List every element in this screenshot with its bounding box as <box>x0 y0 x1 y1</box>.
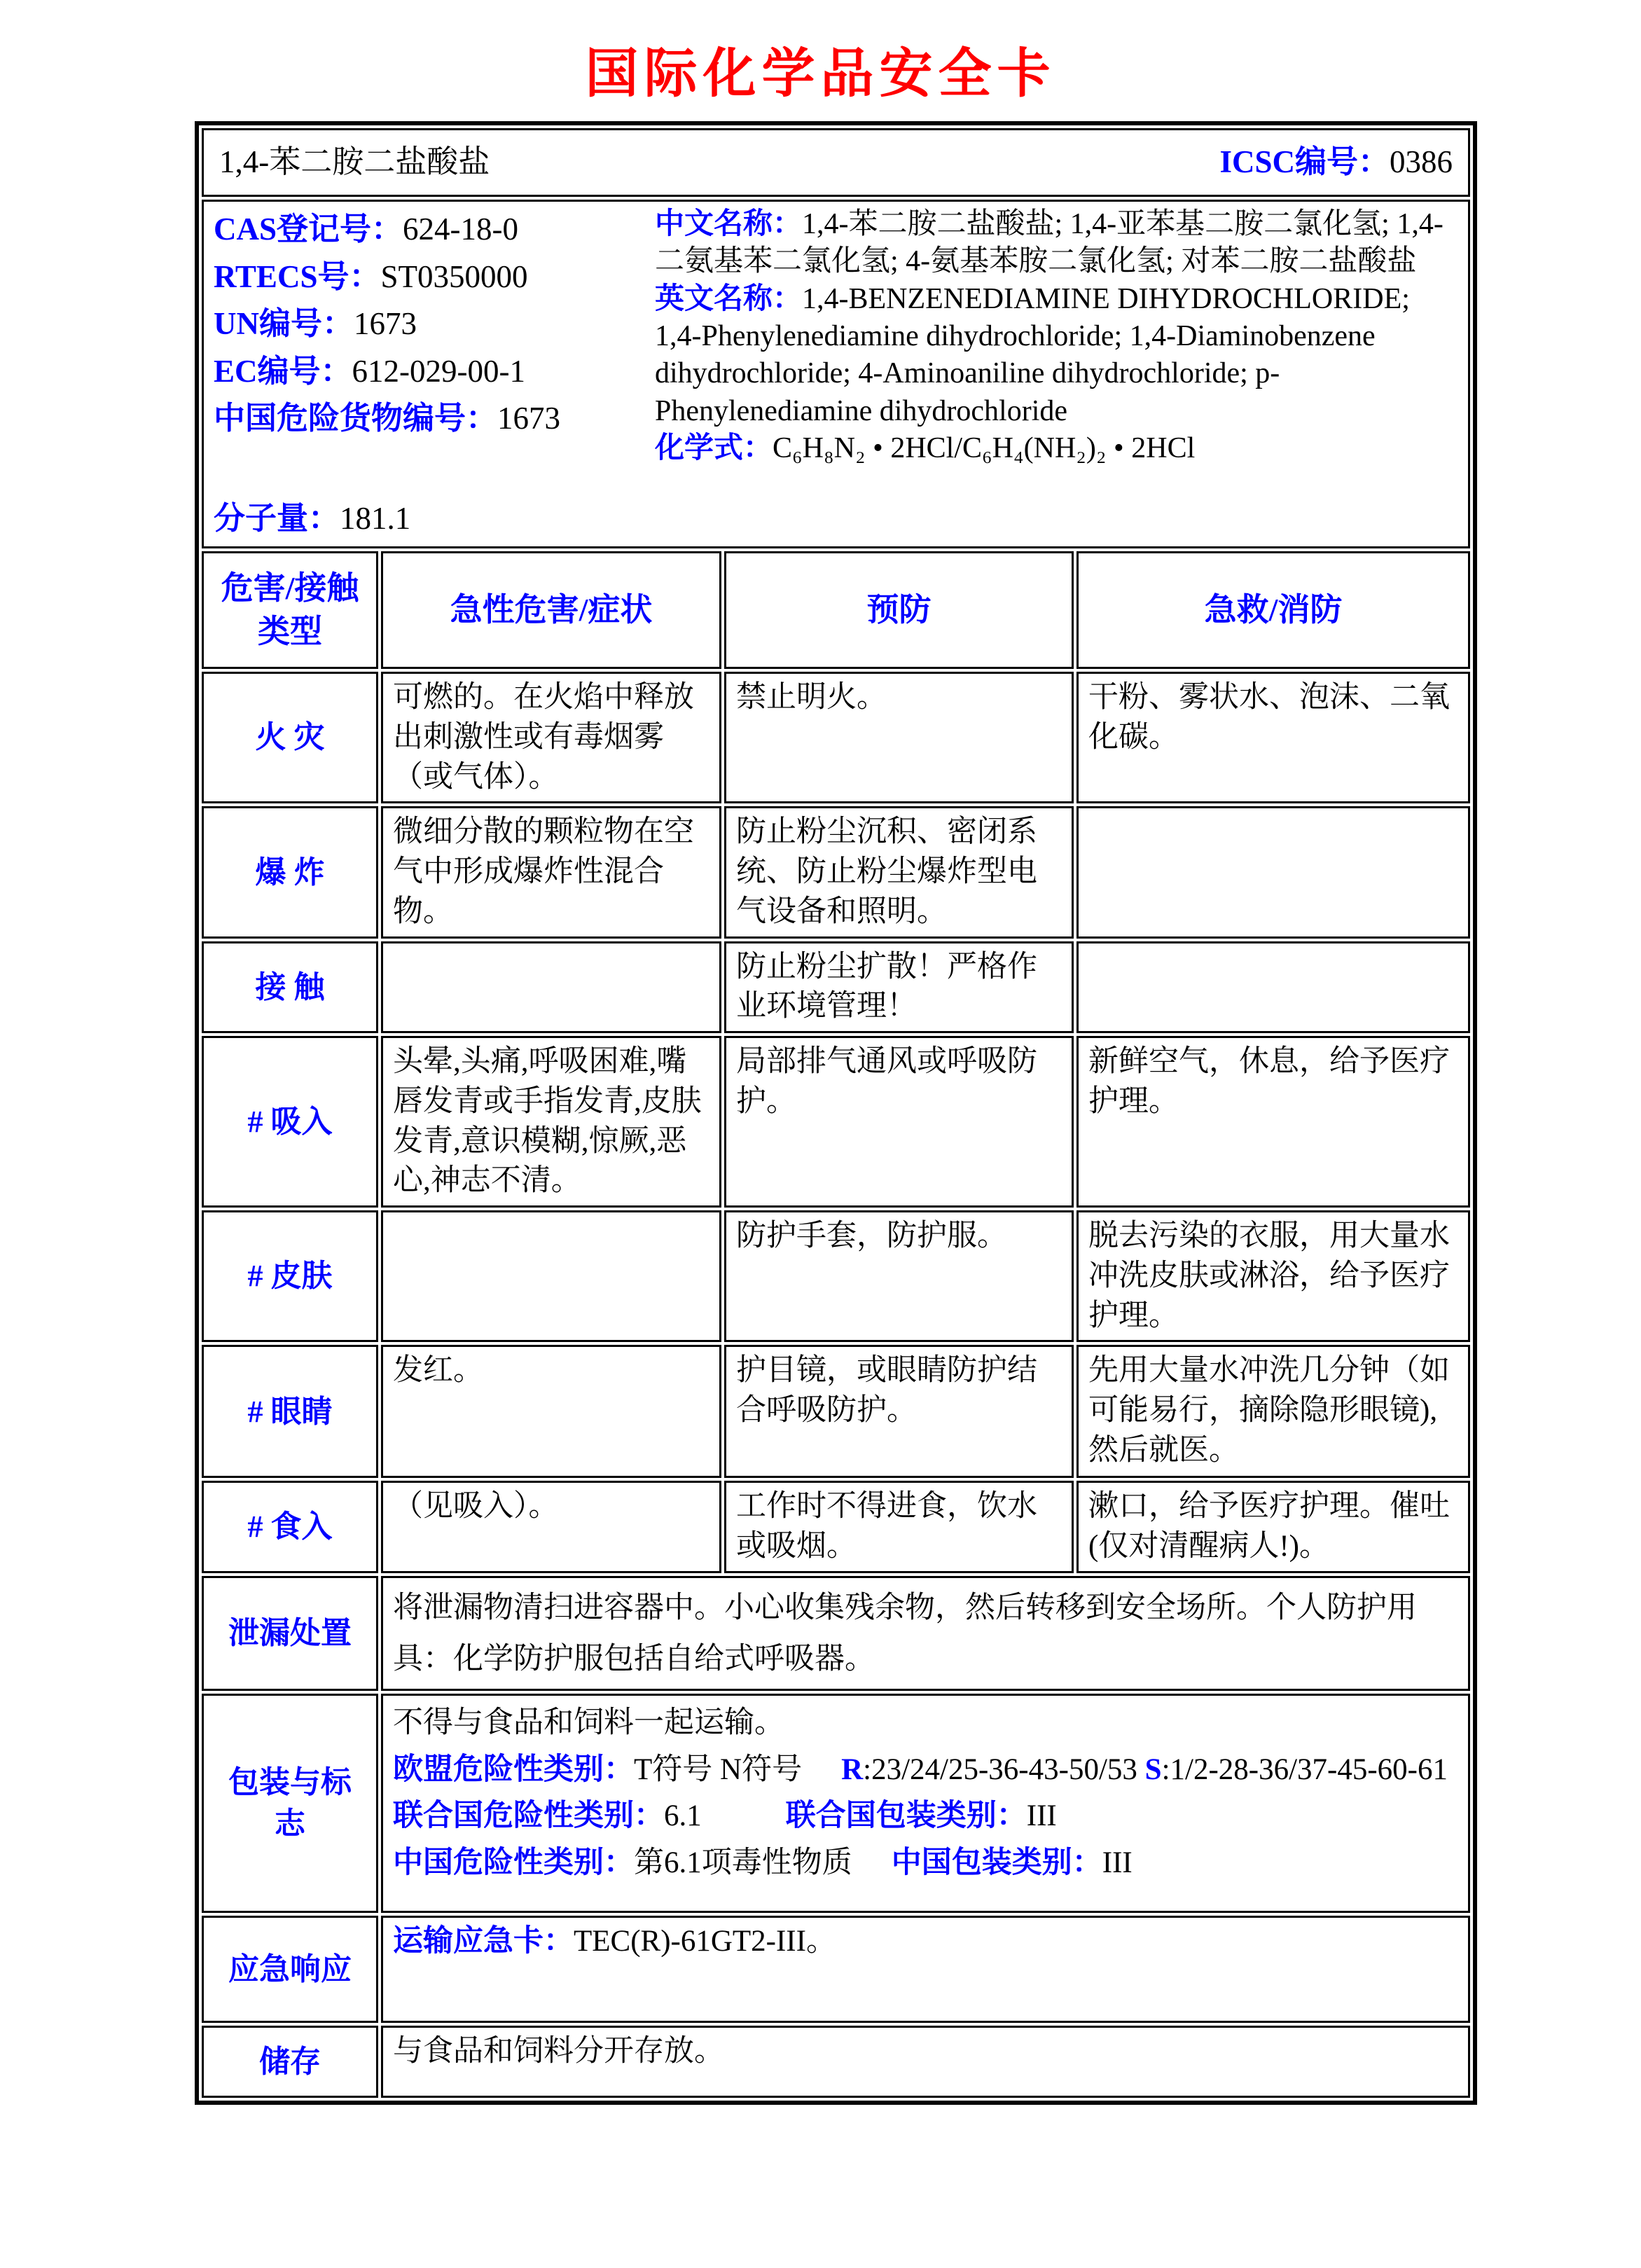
ingestion-label: # 食入 <box>202 1481 378 1573</box>
header-first-aid: 急救/消防 <box>1076 551 1470 669</box>
emergency-label: 应急响应 <box>202 1916 378 2023</box>
transport-note-line: 不得与食品和饲料一起运输。 <box>393 1706 784 1739</box>
terc-value: TEC(R)-61GT2-III。 <box>574 1924 836 1958</box>
spill-label: 泄漏处置 <box>202 1576 378 1691</box>
storage-label: 储存 <box>202 2026 378 2098</box>
cn-dg-label: 中国危险货物编号： <box>214 401 498 436</box>
icsc-number-group <box>1220 141 1453 183</box>
skin-symptoms-cell <box>381 1210 721 1342</box>
cn-pack-group-label: 中国包装类别： <box>891 1846 1102 1879</box>
row-exposure <box>202 941 1470 1034</box>
row-explosion <box>202 806 1470 938</box>
inhalation-response-cell: 新鲜空气，休息，给予医疗护理。 <box>1076 1036 1470 1208</box>
r-phrases-value: :23/24/25-36-43-50/53 <box>863 1752 1137 1786</box>
mw-value: 181.1 <box>340 500 411 536</box>
ec-label: EC编号： <box>214 353 352 389</box>
cn-hazard-class-value: 第6.1项毒性物质 <box>634 1846 852 1879</box>
ec-number-line <box>214 348 655 396</box>
exposure-prevention-cell: 防止粉尘扩散！严格作业环境管理！ <box>724 941 1074 1034</box>
un-class-line <box>393 1793 1458 1840</box>
eu-hazard-label: 欧盟危险性类别： <box>393 1752 634 1786</box>
exposure-label: 接 触 <box>202 941 378 1034</box>
icsc-document-page <box>0 31 1641 2268</box>
row-skin <box>202 1210 1470 1342</box>
inhalation-label: # 吸入 <box>202 1036 378 1208</box>
row-fire <box>202 672 1470 803</box>
substance-header-row <box>202 128 1470 197</box>
eyes-response-cell: 先用大量水冲洗几分钟（如可能易行，摘除隐形眼镜),然后就医。 <box>1076 1345 1470 1478</box>
un-number-line <box>214 300 655 348</box>
chinese-name-value: 1,4-苯二胺二盐酸盐; 1,4-亚苯基二胺二氯化氢; 1,4-二氨基苯二氯化氢; 4-氨基苯胺二氯化氢; 对苯二胺二盐酸盐 <box>655 208 1443 278</box>
s-phrases-value: :1/2-28-36/37-45-60-61 <box>1161 1752 1448 1786</box>
exposure-symptoms-cell <box>381 941 721 1034</box>
chinese-name-line <box>655 206 1458 281</box>
english-name-line <box>655 281 1458 430</box>
formula-value: C₆H₈N₂ • 2HCl/C₆H₄(NH₂)₂ • 2HCl <box>773 431 1196 464</box>
skin-label: # 皮肤 <box>202 1210 378 1342</box>
cn-hazard-class-label: 中国危险性类别： <box>393 1846 634 1879</box>
spill-text: 将泄漏物清扫进容器中。小心收集残余物，然后转移到安全场所。个人防护用具：化学防护服包括自给式呼吸器。 <box>393 1591 1417 1675</box>
cn-class-line <box>393 1840 1458 1887</box>
un-pack-group-value: III <box>1026 1799 1057 1833</box>
r-phrases-label: R <box>841 1752 864 1786</box>
eu-hazard-symbols: T符号 N符号 <box>634 1752 803 1786</box>
un-hazard-class-value: 6.1 <box>664 1799 702 1833</box>
row-emergency-response <box>202 1916 1470 2023</box>
rtecs-value: ST0350000 <box>380 258 528 294</box>
eu-hazard-line <box>393 1747 1458 1794</box>
header-hazard-type: 危害/接触 类型 <box>202 551 378 669</box>
header-acute-symptoms: 急性危害/症状 <box>381 551 721 669</box>
inhalation-symptoms-cell: 头晕,头痛,呼吸困难,嘴唇发青或手指发青,皮肤发青,意识模糊,惊厥,恶心,神志不清。 <box>381 1036 721 1208</box>
row-packaging-labelling <box>202 1694 1470 1913</box>
icsc-card-table <box>195 121 1477 2105</box>
identifier-list <box>214 206 655 542</box>
eyes-prevention-cell: 护目镜，或眼睛防护结合呼吸防护。 <box>724 1345 1074 1478</box>
hazard-table-header-row <box>202 551 1470 669</box>
emergency-text-cell <box>381 1916 1470 2023</box>
fire-symptoms-cell: 可燃的。在火焰中释放出刺激性或有毒烟雾（或气体）。 <box>381 672 721 803</box>
header-prevention: 预防 <box>724 551 1074 669</box>
row-storage <box>202 2026 1470 2098</box>
terc-label: 运输应急卡： <box>393 1924 574 1958</box>
english-name-label: 英文名称： <box>655 282 803 315</box>
un-label: UN编号： <box>214 306 354 341</box>
un-hazard-class-label: 联合国危险性类别： <box>393 1799 664 1833</box>
formula-label: 化学式： <box>655 431 773 464</box>
cn-pack-group-value: III <box>1102 1846 1133 1879</box>
eyes-label: # 眼睛 <box>202 1345 378 1478</box>
skin-prevention-cell: 防护手套，防护服。 <box>724 1210 1074 1342</box>
icsc-value: 0386 <box>1390 144 1453 180</box>
un-value: 1673 <box>354 306 417 341</box>
storage-text-cell: 与食品和饲料分开存放。 <box>381 2026 1470 2098</box>
explosion-prevention-cell: 防止粉尘沉积、密闭系统、防止粉尘爆炸型电气设备和照明。 <box>724 806 1074 938</box>
names-block <box>655 206 1458 542</box>
fire-prevention-cell: 禁止明火。 <box>724 672 1074 803</box>
explosion-response-cell <box>1076 806 1470 938</box>
row-spill-disposal <box>202 1576 1470 1691</box>
cn-dangerous-goods-line <box>214 395 655 443</box>
fire-response-cell: 干粉、雾状水、泡沫、二氧化碳。 <box>1076 672 1470 803</box>
skin-response-cell: 脱去污染的衣服，用大量水冲洗皮肤或淋浴，给予医疗护理。 <box>1076 1210 1470 1342</box>
row-inhalation <box>202 1036 1470 1208</box>
cas-label: CAS登记号： <box>214 212 403 247</box>
s-phrases-label: S <box>1144 1752 1162 1786</box>
explosion-label: 爆 炸 <box>202 806 378 938</box>
packaging-text-cell <box>381 1694 1470 1913</box>
cn-dg-value: 1673 <box>497 401 561 436</box>
row-ingestion <box>202 1481 1470 1573</box>
icsc-label: ICSC编号： <box>1219 144 1390 180</box>
inhalation-prevention-cell: 局部排气通风或呼吸防护。 <box>724 1036 1074 1208</box>
ingestion-symptoms-cell: （见吸入）。 <box>381 1481 721 1573</box>
identity-row <box>202 200 1470 548</box>
formula-line <box>655 430 1458 467</box>
packaging-label: 包装与标志 <box>202 1694 378 1913</box>
cas-number-line <box>214 206 655 254</box>
mw-label: 分子量： <box>214 500 340 536</box>
identity-cell <box>202 200 1470 548</box>
ec-value: 612-029-00-1 <box>352 353 525 389</box>
cas-value: 624-18-0 <box>403 212 519 247</box>
molecular-weight-line <box>214 495 655 543</box>
english-name-value: 1,4-BENZENEDIAMINE DIHYDROCHLORIDE; 1,4-Phenylenediamine dihydrochloride; 1,4-Diaminobenzene dihydrochloride; 4-Aminoaniline dihydrochloride; p-Phenylenediamine dihydrochloride <box>655 282 1410 427</box>
ingestion-prevention-cell: 工作时不得进食，饮水或吸烟。 <box>724 1481 1074 1573</box>
un-pack-group-label: 联合国包装类别： <box>785 1799 1027 1833</box>
explosion-symptoms-cell: 微细分散的颗粒物在空气中形成爆炸性混合物。 <box>381 806 721 938</box>
row-eyes <box>202 1345 1470 1478</box>
spill-text-cell <box>381 1576 1470 1691</box>
eyes-symptoms-cell: 发红。 <box>381 1345 721 1478</box>
chinese-name-label: 中文名称： <box>655 208 803 240</box>
rtecs-number-line <box>214 254 655 301</box>
exposure-response-cell <box>1076 941 1470 1034</box>
rtecs-label: RTECS号： <box>214 258 381 294</box>
substance-header-cell <box>202 128 1470 197</box>
substance-name: 1,4-苯二胺二盐酸盐 <box>219 144 490 180</box>
fire-label: 火 灾 <box>202 672 378 803</box>
page-title: 国际化学品安全卡 <box>585 45 1056 104</box>
ingestion-response-cell: 漱口，给予医疗护理。催吐(仅对清醒病人!)。 <box>1076 1481 1470 1573</box>
